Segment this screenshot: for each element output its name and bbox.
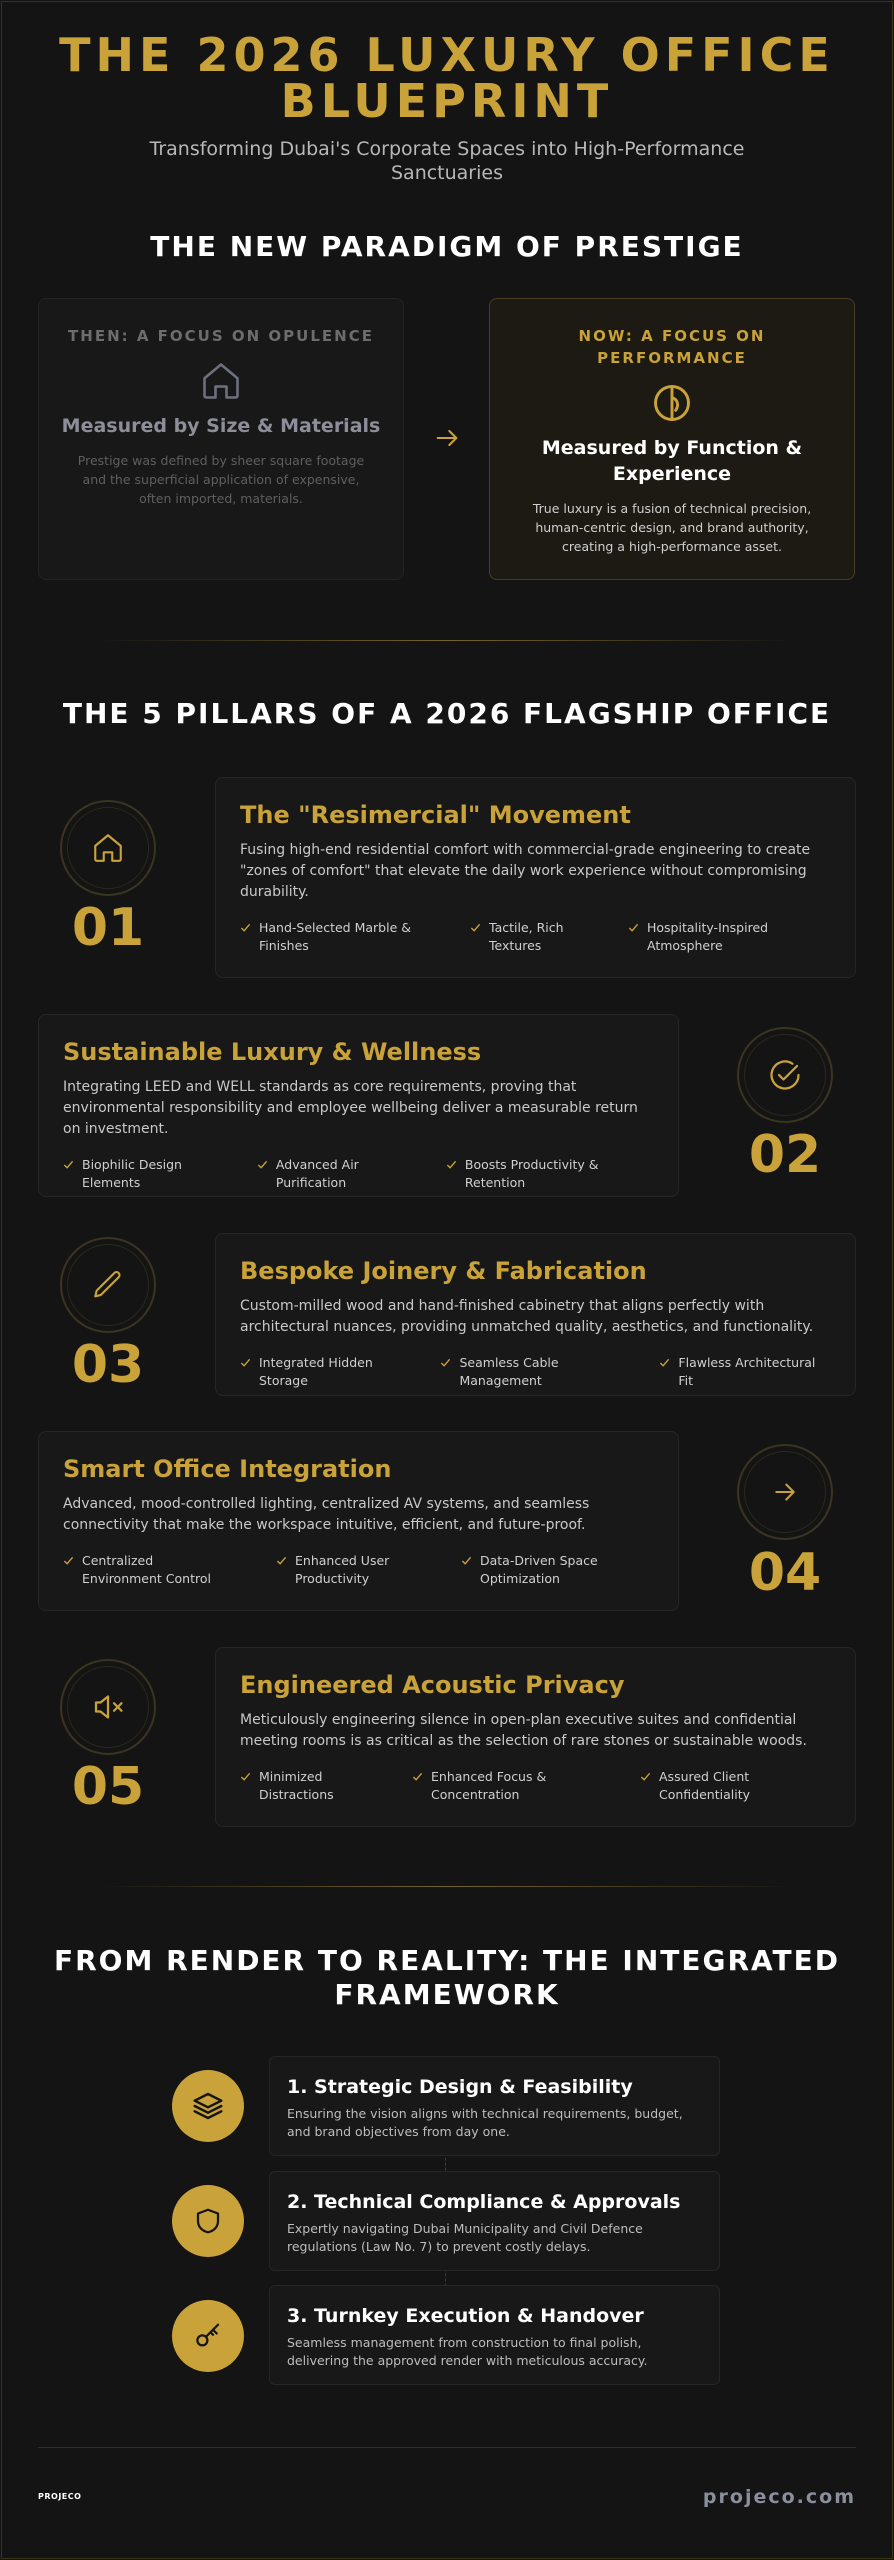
layers-icon — [192, 2090, 224, 2122]
step-3-title: 3. Turnkey Execution & Handover — [287, 2305, 644, 2327]
then-heading: Measured by Size & Materials — [61, 415, 381, 437]
pillar-01-icon-ring — [60, 800, 156, 896]
pillar-01-features — [240, 919, 831, 955]
step-1-badge — [172, 2070, 244, 2142]
feature-item — [640, 1768, 820, 1804]
pillar-03-number: 03 — [71, 1335, 145, 1395]
step-2-title: 2. Technical Compliance & Approvals — [287, 2191, 681, 2213]
pillars-title: THE 5 PILLARS OF A 2026 FLAGSHIP OFFICE — [62, 697, 832, 730]
footer-website-link[interactable]: projeco.com — [702, 2486, 856, 2508]
pillar-01-card — [215, 777, 856, 978]
then-card — [38, 298, 404, 580]
feature-item — [659, 1354, 831, 1390]
feature-label: Hospitality-Inspired Atmosphere — [647, 920, 769, 953]
compass-icon — [650, 381, 694, 425]
feature-item — [461, 1552, 641, 1588]
feature-label: Boosts Productivity & Retention — [464, 1157, 599, 1190]
check-icon — [63, 1159, 74, 1170]
feature-label: Enhanced User Productivity — [295, 1553, 390, 1586]
feature-item — [63, 1156, 237, 1192]
section-divider — [100, 640, 794, 641]
feature-label: Hand-Selected Marble & Finishes — [259, 920, 411, 953]
check-icon — [412, 1771, 423, 1782]
step-1-card — [269, 2056, 720, 2156]
feature-label: Enhanced Focus & Concentration — [431, 1769, 547, 1802]
house-icon — [199, 359, 243, 403]
now-heading: Measured by Function & Experience — [541, 437, 803, 485]
pillar-03-title: Bespoke Joinery & Fabrication — [240, 1257, 647, 1285]
page-title-line-1: THE 2026 LUXURY OFFICE — [59, 28, 835, 82]
feature-label: Tactile, Rich Textures — [489, 920, 564, 953]
feature-label: Minimized Distractions — [259, 1769, 334, 1802]
feature-label: Biophilic Design Elements — [82, 1157, 182, 1190]
paradigm-title: THE NEW PARADIGM OF PRESTIGE — [150, 230, 744, 263]
pillar-05-title: Engineered Acoustic Privacy — [240, 1671, 625, 1699]
check-icon — [440, 1357, 451, 1368]
pillar-01-number: 01 — [71, 898, 145, 958]
check-icon — [240, 922, 251, 933]
step-1-title: 1. Strategic Design & Feasibility — [287, 2076, 633, 2098]
pillar-05-features — [240, 1768, 831, 1804]
section-divider — [100, 1886, 794, 1887]
check-icon — [640, 1771, 651, 1782]
footer-logo[interactable]: PROJECO — [38, 2492, 82, 2501]
step-3-desc: Seamless management from construction to final polish, delivering the approved render with meticulous accuracy. — [287, 2335, 648, 2368]
feature-item — [440, 1354, 641, 1390]
pillar-04-icon-ring — [737, 1444, 833, 1540]
step-2-badge — [172, 2185, 244, 2257]
check-icon — [257, 1159, 268, 1170]
feature-label: Assured Client Confidentiality — [659, 1769, 750, 1802]
then-kicker: THEN: A FOCUS ON OPULENCE — [68, 327, 374, 345]
pillar-05-card — [215, 1647, 856, 1827]
then-body: Prestige was defined by sheer square footage and the superficial application of expensive, often imported, materials. — [77, 453, 365, 506]
feature-label: Seamless Cable Management — [459, 1355, 559, 1388]
pillar-04-desc: Advanced, mood-controlled lighting, centralized AV systems, and seamless connectivity that make the workspace intuitive, efficient, and future-proof. — [63, 1496, 590, 1533]
check-icon — [240, 1771, 251, 1782]
pillar-03-icon-ring — [60, 1237, 156, 1333]
feature-item — [240, 919, 470, 955]
step-3-card — [269, 2285, 720, 2385]
pillar-02-icon-ring — [737, 1027, 833, 1123]
page-title — [0, 28, 894, 128]
step-2-card — [269, 2171, 720, 2271]
feature-item — [240, 1354, 422, 1390]
pillar-02-title: Sustainable Luxury & Wellness — [63, 1038, 482, 1066]
feature-item — [446, 1156, 654, 1192]
page-title-line-2: BLUEPRINT — [280, 74, 614, 128]
pillar-05-number: 05 — [71, 1757, 145, 1817]
now-body: True luxury is a fusion of technical precision, human-centric design, and brand authority, creating a high-performance asset. — [532, 501, 812, 554]
arrow-right-icon — [433, 424, 461, 452]
pillar-03-desc: Custom-milled wood and hand-finished cabinetry that aligns perfectly with architectural nuances, providing unmatched quality, aesthetics, and functionality. — [240, 1298, 814, 1335]
pillar-04-title: Smart Office Integration — [63, 1455, 392, 1483]
pillar-03-card — [215, 1233, 856, 1396]
check-icon — [659, 1357, 670, 1368]
pillar-03-features — [240, 1354, 831, 1390]
check-icon — [628, 922, 639, 933]
feature-label: Advanced Air Purification — [275, 1157, 359, 1190]
pillar-04-card — [38, 1431, 679, 1611]
step-3-badge — [172, 2300, 244, 2372]
check-icon — [461, 1555, 472, 1566]
now-card — [489, 298, 855, 580]
framework-title-line-2: FRAMEWORK — [334, 1978, 560, 2011]
feature-label: Data-Driven Space Optimization — [480, 1553, 598, 1586]
feature-item — [276, 1552, 461, 1588]
pillar-02-features — [63, 1156, 654, 1192]
pillar-04-number: 04 — [748, 1543, 822, 1603]
pillar-04-features — [63, 1552, 654, 1588]
pillar-05-desc: Meticulously engineering silence in open-plan executive suites and confidential meeting rooms is as critical as the selection of rare stones or sustainable woods. — [240, 1712, 807, 1749]
check-icon — [446, 1159, 457, 1170]
feature-label: Flawless Architectural Fit — [678, 1355, 816, 1388]
pillar-01-desc: Fusing high-end residential comfort with commercial-grade engineering to create "zones of comfort" that elevate the daily work experience without compromising durability. — [240, 842, 811, 900]
check-icon — [276, 1555, 287, 1566]
pillar-01-title: The "Resimercial" Movement — [240, 801, 631, 829]
pillar-05-icon-ring — [60, 1659, 156, 1755]
page-subtitle-line-1: Transforming Dubai's Corporate Spaces into High-Performance — [149, 138, 745, 160]
key-icon — [193, 2321, 223, 2351]
step-2-desc: Expertly navigating Dubai Municipality and Civil Defence regulations (Law No. 7) to prevent costly delays. — [287, 2221, 643, 2254]
feature-item — [470, 919, 628, 955]
feature-item — [628, 919, 828, 955]
check-icon — [63, 1555, 74, 1566]
step-1-desc: Ensuring the vision aligns with technical requirements, budget, and brand objectives from day one. — [287, 2106, 683, 2139]
check-icon — [470, 922, 481, 933]
pillar-02-card — [38, 1014, 679, 1197]
page-subtitle — [0, 137, 894, 185]
feature-label: Centralized Environment Control — [82, 1553, 211, 1586]
page-subtitle-line-2: Sanctuaries — [390, 162, 503, 184]
footer-divider — [38, 2447, 856, 2448]
feature-item — [412, 1768, 640, 1804]
feature-item — [240, 1768, 412, 1804]
check-icon — [240, 1357, 251, 1368]
shield-icon — [193, 2206, 223, 2236]
now-kicker: NOW: A FOCUS ON PERFORMANCE — [578, 327, 766, 367]
feature-item — [63, 1552, 276, 1588]
framework-title — [0, 1944, 894, 2012]
feature-label: Integrated Hidden Storage — [259, 1355, 373, 1388]
framework-title-line-1: FROM RENDER TO REALITY: THE INTEGRATED — [53, 1944, 841, 1977]
pillar-02-desc: Integrating LEED and WELL standards as core requirements, proving that environmental responsibility and employee wellbeing deliver a measurable return on investment. — [63, 1079, 638, 1137]
feature-item — [257, 1156, 426, 1192]
pillar-02-number: 02 — [748, 1125, 822, 1185]
